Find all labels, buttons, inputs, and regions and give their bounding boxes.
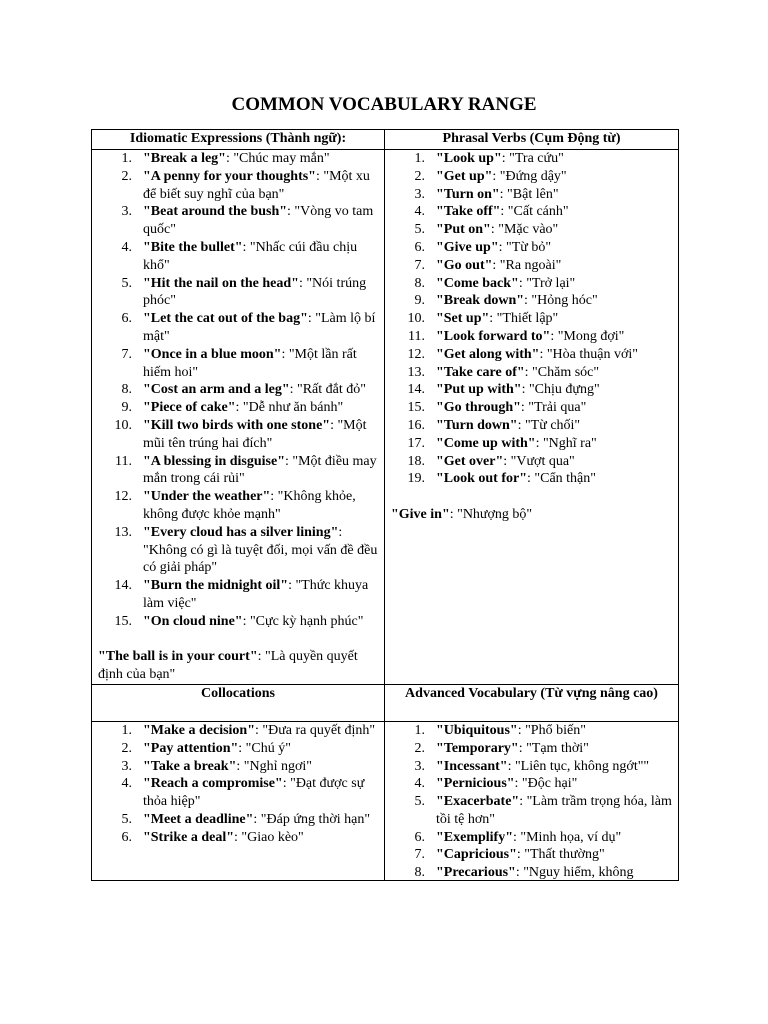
idiom-term: "Every cloud has a silver lining" — [143, 524, 339, 540]
advanced-word-term: "Exacerbate" — [436, 794, 520, 810]
phrasal-verb-meaning: : "Chăm sóc" — [524, 364, 600, 380]
advanced-word-term: "Ubiquitous" — [436, 722, 518, 738]
list-number: 10. — [114, 417, 132, 433]
collocation-item — [92, 811, 384, 829]
phrasal-verb-item — [385, 453, 678, 471]
list-number: 15. — [114, 613, 132, 629]
phrasal-verb-term: "Set up" — [436, 311, 490, 327]
collocations-heading: Collocations — [92, 684, 385, 721]
list-number: 17. — [407, 435, 425, 451]
phrasal-extra-entry — [385, 506, 678, 524]
idiom-item — [92, 488, 384, 524]
collocation-term: "Strike a deal" — [143, 829, 234, 845]
idiom-item — [92, 417, 384, 453]
phrasal-verb-term: "Give up" — [436, 239, 499, 255]
idiom-meaning: : "Một lần rất hiếm hoi" — [143, 346, 357, 380]
advanced-word-item — [385, 740, 678, 758]
idiom-term: "Hit the nail on the head" — [143, 275, 299, 291]
phrasal-verb-item — [385, 364, 678, 382]
phrasal-verb-term: "Get over" — [436, 453, 504, 469]
content-row-1 — [92, 150, 679, 685]
idiom-meaning: : "Dễ như ăn bánh" — [235, 400, 344, 416]
idiom-term: "Once in a blue moon" — [143, 346, 282, 362]
list-number: 12. — [407, 346, 425, 362]
list-number: 9. — [414, 293, 425, 309]
idiom-term: "A penny for your thoughts" — [143, 168, 316, 184]
phrasal-verb-meaning: : "Cất cánh" — [500, 204, 569, 220]
idiom-item — [92, 399, 384, 417]
idiom-item — [92, 381, 384, 399]
idiom-item — [92, 203, 384, 239]
idioms-extra-term: "The ball is in your court" — [98, 649, 258, 665]
vocabulary-table — [91, 129, 679, 881]
list-number: 2. — [121, 740, 132, 756]
advanced-word-term: "Exemplify" — [436, 829, 513, 845]
collocation-item — [92, 740, 384, 758]
idiom-meaning: : "Vòng vo tam quốc" — [143, 204, 374, 238]
idiom-item — [92, 613, 384, 631]
phrasal-verb-meaning: : "Mặc vào" — [490, 222, 559, 238]
idiom-item — [92, 150, 384, 168]
collocations-list — [92, 722, 384, 847]
phrasal-verbs-list — [385, 150, 678, 488]
idiom-item — [92, 239, 384, 275]
idiom-term: "Under the weather" — [143, 489, 271, 505]
list-number: 5. — [414, 794, 425, 810]
collocation-item — [92, 775, 384, 811]
header-row-2 — [92, 684, 679, 721]
list-number: 13. — [114, 524, 132, 540]
phrasal-verb-meaning: : "Ra ngoài" — [492, 257, 562, 273]
idiom-term: "Beat around the bush" — [143, 204, 288, 220]
collocation-meaning: : "Giao kèo" — [234, 829, 304, 845]
list-number: 3. — [121, 758, 132, 774]
idiom-item — [92, 310, 384, 346]
idiom-term: "Kill two birds with one stone" — [143, 417, 331, 433]
idiom-item — [92, 524, 384, 577]
phrasal-verb-item — [385, 203, 678, 221]
idiom-meaning: : "Một điều may mắn trong cái rủi" — [143, 453, 377, 487]
content-row-2 — [92, 721, 679, 880]
advanced-word-item — [385, 758, 678, 776]
phrasal-verb-item — [385, 186, 678, 204]
phrasal-verb-term: "Turn on" — [436, 186, 500, 202]
advanced-word-item — [385, 864, 678, 880]
list-number: 14. — [407, 382, 425, 398]
phrasal-verb-term: "Put on" — [436, 222, 491, 238]
spacer — [385, 488, 678, 506]
idioms-list — [92, 150, 384, 631]
idiom-term: "A blessing in disguise" — [143, 453, 285, 469]
list-number: 4. — [121, 239, 132, 255]
list-number: 8. — [121, 382, 132, 398]
list-number: 8. — [414, 865, 425, 880]
collocation-item — [92, 829, 384, 847]
idiom-meaning: : "Một mũi tên trúng hai đích" — [143, 417, 367, 451]
phrasal-verb-term: "Come up with" — [436, 435, 536, 451]
phrasal-verb-term: "Come back" — [436, 275, 519, 291]
list-number: 4. — [414, 204, 425, 220]
phrasal-verb-item — [385, 221, 678, 239]
list-number: 6. — [121, 829, 132, 845]
idiom-meaning: : "Không khỏe, không được khỏe mạnh" — [143, 489, 356, 522]
list-number: 15. — [407, 400, 425, 416]
advanced-word-item — [385, 775, 678, 793]
phrasal-verb-meaning: : "Hòa thuận với" — [539, 346, 638, 362]
list-number: 2. — [414, 740, 425, 756]
idiom-meaning: : "Cực kỳ hạnh phúc" — [242, 613, 364, 629]
idiom-term: "Cost an arm and a leg" — [143, 382, 290, 398]
advanced-word-meaning: : "Nguy hiểm, không — [515, 865, 634, 880]
phrasal-verb-item — [385, 275, 678, 293]
advanced-word-item — [385, 793, 678, 829]
list-number: 3. — [414, 758, 425, 774]
list-number: 1. — [414, 151, 425, 166]
idiom-item — [92, 275, 384, 311]
list-number: 3. — [414, 186, 425, 202]
list-number: 1. — [121, 722, 132, 738]
idiom-item — [92, 346, 384, 382]
phrasal-verb-meaning: : "Hỏng hóc" — [524, 293, 598, 309]
collocation-meaning: : "Chú ý" — [238, 740, 291, 756]
phrasal-verb-term: "Go out" — [436, 257, 493, 273]
advanced-word-meaning: : "Độc hại" — [514, 776, 578, 792]
phrasal-verb-meaning: : "Mong đợi" — [550, 328, 625, 344]
phrasal-verb-term: "Get along with" — [436, 346, 540, 362]
collocation-meaning: : "Đạt được sự thỏa hiệp" — [143, 776, 365, 810]
list-number: 5. — [414, 222, 425, 238]
advanced-vocabulary-cell — [385, 721, 679, 880]
advanced-word-item — [385, 846, 678, 864]
list-number: 8. — [414, 275, 425, 291]
list-number: 12. — [114, 489, 132, 505]
advanced-word-term: "Temporary" — [436, 740, 519, 756]
idioms-extra-entry — [92, 648, 384, 684]
phrasal-verb-term: "Get up" — [436, 168, 493, 184]
idiom-meaning: : "Chúc may mắn" — [225, 151, 330, 166]
phrasal-verb-item — [385, 346, 678, 364]
list-number: 1. — [121, 151, 132, 166]
list-number: 18. — [407, 453, 425, 469]
phrasal-verb-meaning: : "Đứng dậy" — [492, 168, 567, 184]
phrasal-verb-term: "Break down" — [436, 293, 525, 309]
phrasal-verb-item — [385, 470, 678, 488]
advanced-word-meaning: : "Thất thường" — [516, 847, 605, 863]
phrasal-verb-term: "Take off" — [436, 204, 501, 220]
list-number: 3. — [121, 204, 132, 220]
phrasal-verb-term: "Turn down" — [436, 417, 518, 433]
list-number: 9. — [121, 400, 132, 416]
advanced-word-term: "Precarious" — [436, 865, 516, 880]
idiom-meaning: : "Rất đắt đỏ" — [289, 382, 366, 398]
phrasal-extra-term: "Give in" — [391, 506, 450, 522]
idiom-meaning: : "Làm lộ bí mật" — [143, 311, 376, 344]
phrasal-verb-term: "Go through" — [436, 400, 521, 416]
phrasal-verb-term: "Take care of" — [436, 364, 525, 380]
advanced-word-meaning: : "Liên tục, không ngớt"" — [507, 758, 650, 774]
idiom-term: "Bite the bullet" — [143, 239, 243, 255]
idioms-extra-meaning: : "Là quyền quyết định của bạn" — [98, 649, 358, 683]
phrasal-verbs-cell — [385, 150, 679, 685]
advanced-word-meaning: : "Phổ biến" — [517, 722, 586, 738]
phrasal-verb-item — [385, 239, 678, 257]
phrasal-verb-item — [385, 381, 678, 399]
idiom-term: "On cloud nine" — [143, 613, 243, 629]
idiom-meaning: : "Một xu để biết suy nghĩ của bạn" — [143, 168, 370, 202]
phrasal-verb-item — [385, 417, 678, 435]
phrasal-verb-term: "Put up with" — [436, 382, 522, 398]
advanced-word-term: "Pernicious" — [436, 776, 515, 792]
advanced-word-item — [385, 722, 678, 740]
list-number: 2. — [414, 168, 425, 184]
list-number: 6. — [414, 239, 425, 255]
collocations-cell — [92, 721, 385, 880]
idioms-heading: Idiomatic Expressions (Thành ngữ): — [92, 130, 385, 150]
phrasal-verb-item — [385, 310, 678, 328]
idiom-meaning: : "Nhấc cúi đầu chịu khổ" — [143, 239, 358, 273]
phrasal-verbs-heading: Phrasal Verbs (Cụm Động từ) — [385, 130, 679, 150]
header-row-1 — [92, 130, 679, 150]
phrasal-verb-meaning: : "Cẩn thận" — [527, 471, 596, 487]
list-number: 7. — [414, 257, 425, 273]
idiom-term: "Burn the midnight oil" — [143, 578, 289, 594]
advanced-word-term: "Capricious" — [436, 847, 517, 863]
advanced-word-item — [385, 829, 678, 847]
list-number: 4. — [121, 776, 132, 792]
collocation-item — [92, 758, 384, 776]
list-number: 19. — [407, 471, 425, 487]
phrasal-verb-meaning: : "Trở lại" — [518, 275, 576, 291]
collocation-item — [92, 722, 384, 740]
collocation-term: "Take a break" — [143, 758, 237, 774]
phrasal-verb-item — [385, 435, 678, 453]
phrasal-verb-item — [385, 150, 678, 168]
phrasal-verb-meaning: : "Bật lên" — [499, 186, 559, 202]
list-number: 11. — [115, 453, 132, 469]
idiom-meaning: : "Thức khuya làm việc" — [143, 578, 369, 611]
idiom-item — [92, 168, 384, 204]
phrasal-verb-term: "Look out for" — [436, 471, 527, 487]
collocation-term: "Reach a compromise" — [143, 776, 283, 792]
phrasal-verb-meaning: : "Tra cứu" — [501, 151, 564, 166]
list-number: 2. — [121, 168, 132, 184]
list-number: 4. — [414, 776, 425, 792]
idiom-term: "Break a leg" — [143, 151, 226, 166]
phrasal-verb-meaning: : "Trải qua" — [520, 400, 587, 416]
phrasal-verb-meaning: : "Thiết lập" — [489, 311, 559, 327]
collocation-term: "Pay attention" — [143, 740, 239, 756]
advanced-vocabulary-list — [385, 722, 678, 880]
list-number: 7. — [121, 346, 132, 362]
advanced-word-meaning: : "Làm trầm trọng hóa, làm tồi tệ hơn" — [436, 794, 672, 827]
list-number: 14. — [114, 578, 132, 594]
collocation-meaning: : "Đáp ứng thời hạn" — [253, 811, 371, 827]
list-number: 11. — [408, 328, 425, 344]
idiom-term: "Piece of cake" — [143, 400, 236, 416]
idiom-meaning: : "Không có gì là tuyệt đối, mọi vấn đề đều có giải pháp" — [143, 524, 378, 576]
phrasal-verb-item — [385, 257, 678, 275]
phrasal-verb-term: "Look forward to" — [436, 328, 551, 344]
advanced-word-meaning: : "Tạm thời" — [518, 740, 589, 756]
advanced-word-meaning: : "Minh họa, ví dụ" — [513, 829, 622, 845]
phrasal-verb-meaning: : "Vượt qua" — [503, 453, 575, 469]
idiom-meaning: : "Nói trúng phóc" — [143, 275, 367, 309]
phrasal-verb-meaning: : "Từ bỏ" — [498, 239, 552, 255]
collocation-meaning: : "Đưa ra quyết định" — [255, 722, 376, 738]
idiom-item — [92, 577, 384, 613]
phrasal-verb-item — [385, 168, 678, 186]
document-title: COMMON VOCABULARY RANGE — [231, 94, 537, 115]
idiom-item — [92, 453, 384, 489]
collocation-meaning: : "Nghỉ ngơi" — [236, 758, 312, 774]
list-number: 16. — [407, 417, 425, 433]
phrasal-verb-item — [385, 328, 678, 346]
idioms-cell — [92, 150, 385, 685]
list-number: 1. — [414, 722, 425, 738]
list-number: 5. — [121, 275, 132, 291]
phrasal-verb-meaning: : "Nghĩ ra" — [535, 435, 597, 451]
phrasal-verb-meaning: : "Chịu đựng" — [521, 382, 600, 398]
list-number: 5. — [121, 811, 132, 827]
spacer — [92, 631, 384, 649]
list-number: 10. — [407, 311, 425, 327]
collocation-term: "Meet a deadline" — [143, 811, 254, 827]
collocation-term: "Make a decision" — [143, 722, 255, 738]
advanced-vocabulary-heading: Advanced Vocabulary (Từ vựng nâng cao) — [385, 684, 679, 721]
list-number: 13. — [407, 364, 425, 380]
advanced-word-term: "Incessant" — [436, 758, 508, 774]
list-number: 6. — [414, 829, 425, 845]
phrasal-verb-item — [385, 292, 678, 310]
phrasal-verb-meaning: : "Từ chối" — [517, 417, 581, 433]
phrasal-extra-meaning: : "Nhượng bộ" — [449, 506, 533, 522]
idiom-term: "Let the cat out of the bag" — [143, 311, 308, 327]
list-number: 7. — [414, 847, 425, 863]
list-number: 6. — [121, 311, 132, 327]
phrasal-verb-term: "Look up" — [436, 151, 502, 166]
phrasal-verb-item — [385, 399, 678, 417]
